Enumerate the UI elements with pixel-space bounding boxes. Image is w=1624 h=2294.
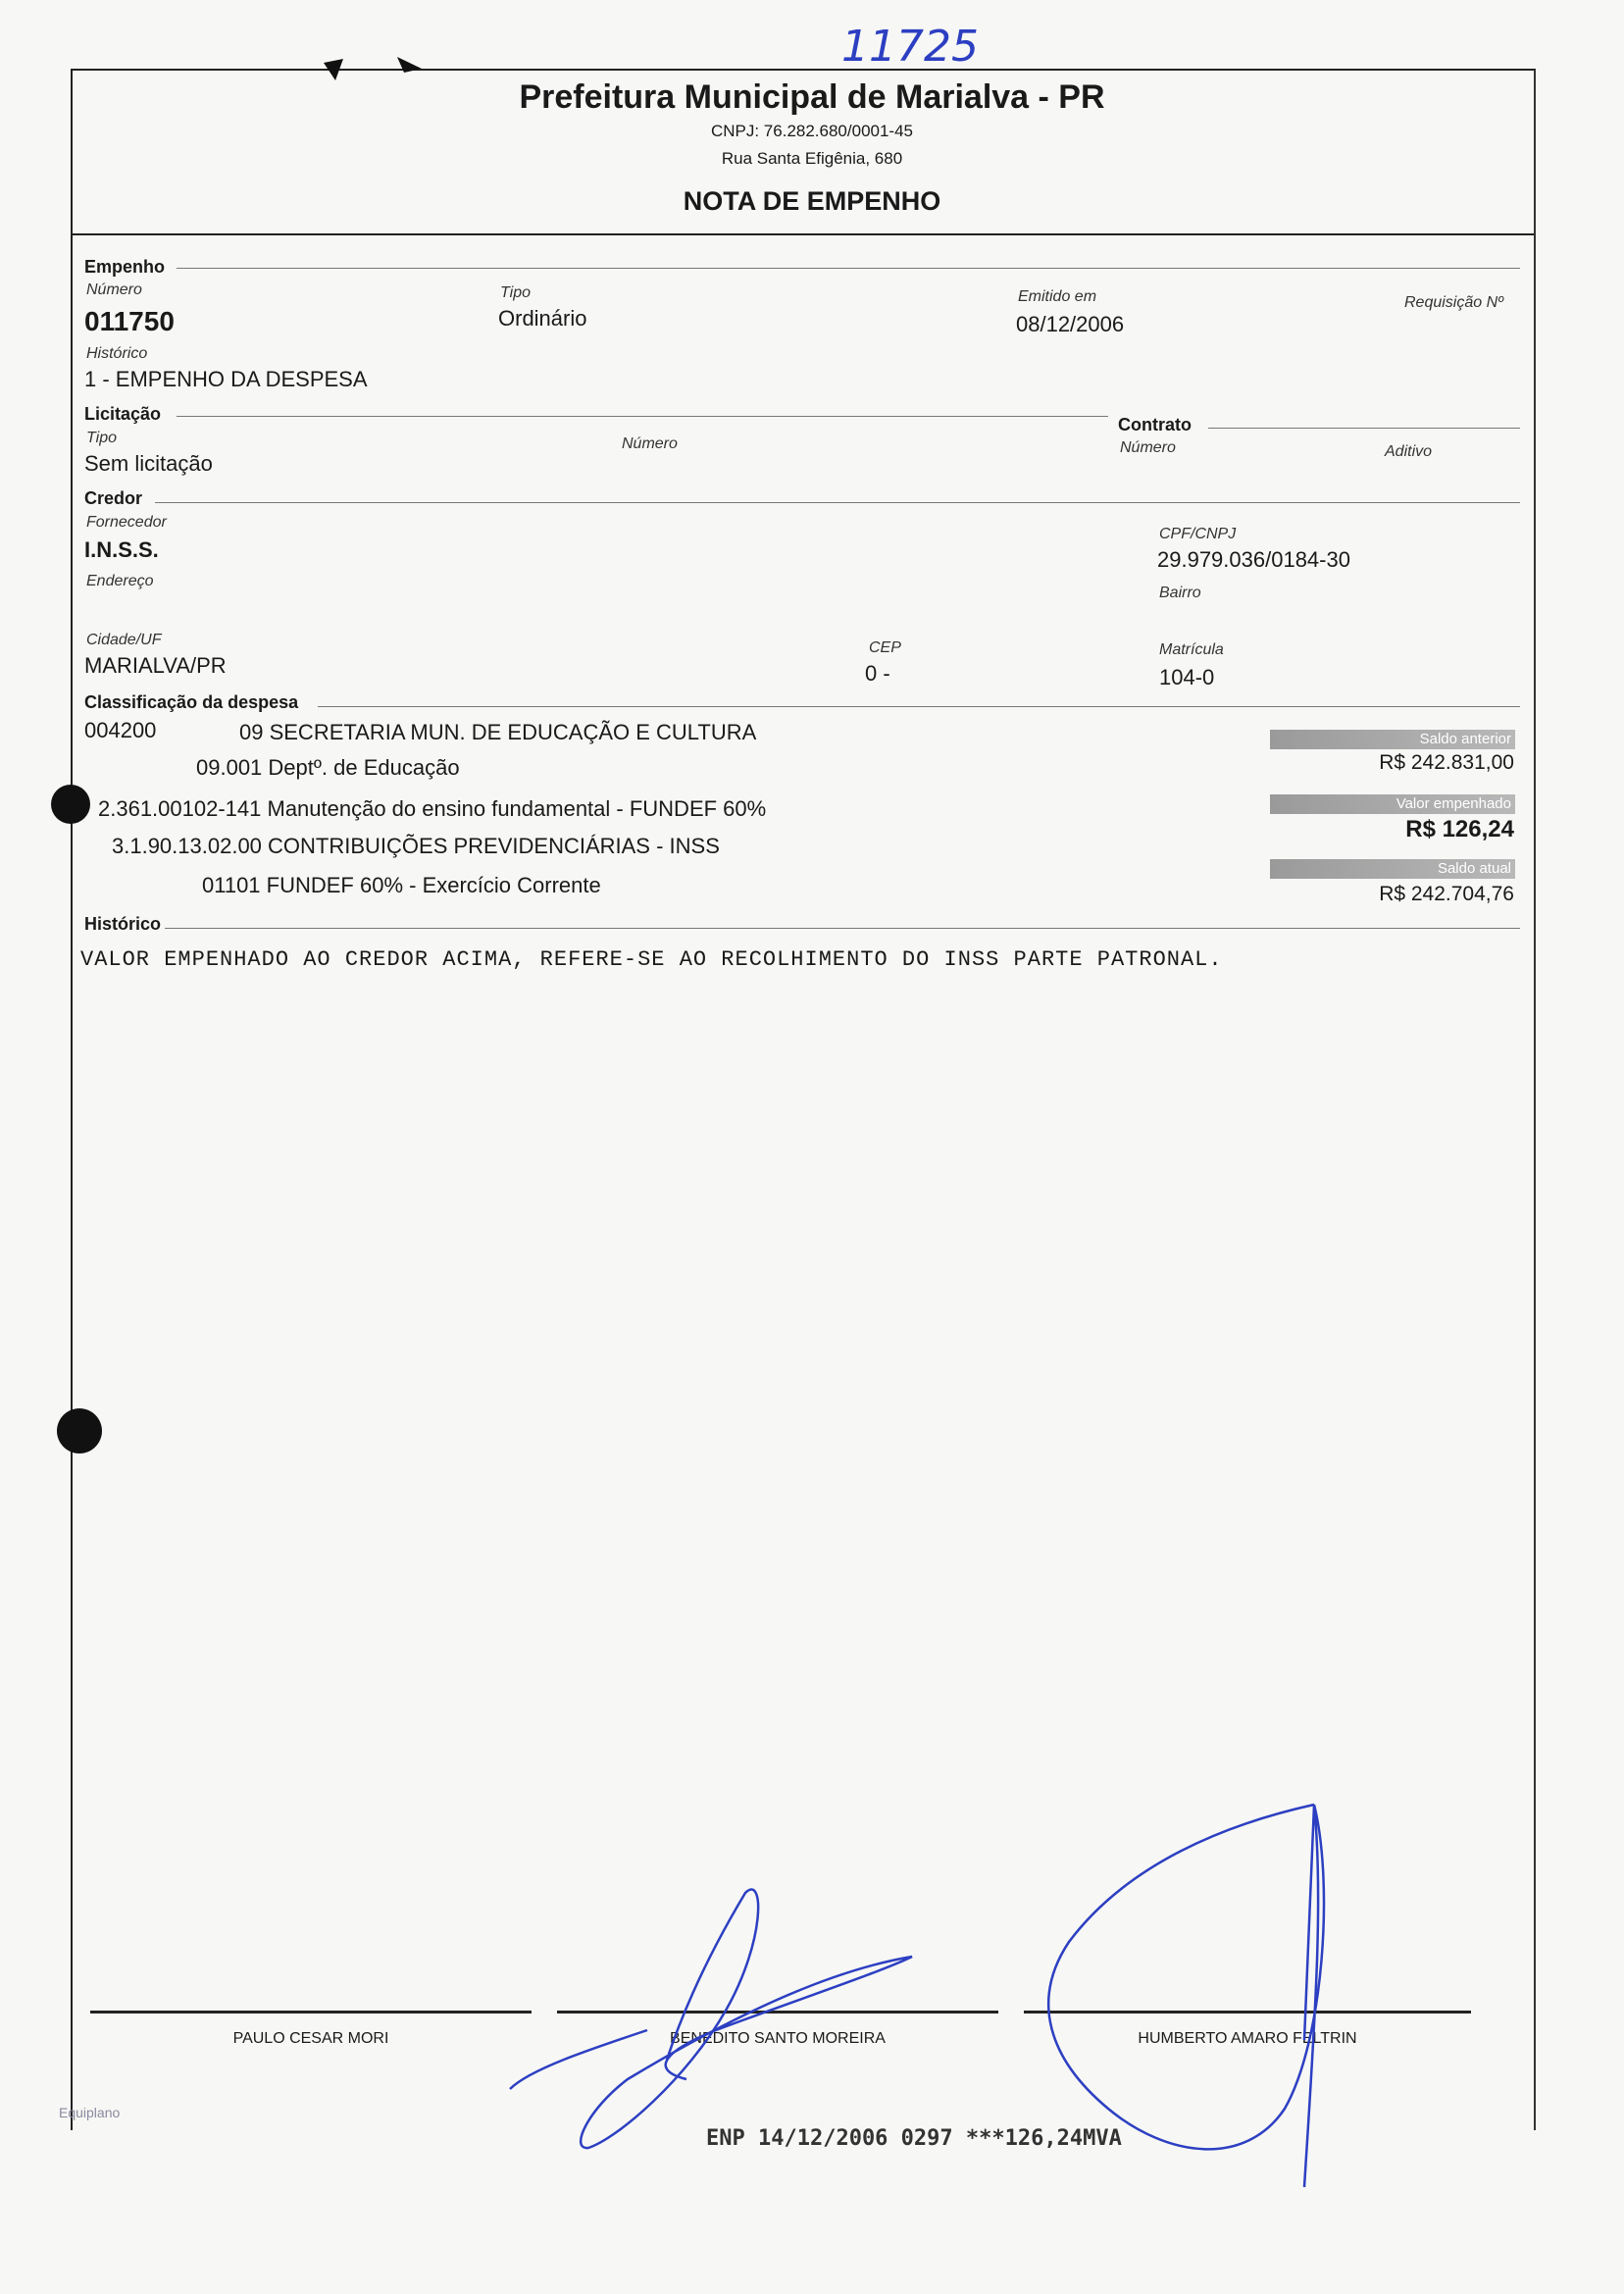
label-cep: CEP bbox=[869, 639, 901, 656]
handwritten-signature-1 bbox=[471, 1883, 961, 2167]
address: Rua Santa Efigênia, 680 bbox=[721, 149, 903, 168]
fornecedor: I.N.S.S. bbox=[84, 537, 159, 562]
label-numero: Número bbox=[86, 281, 142, 298]
section-contrato: Contrato bbox=[1118, 415, 1192, 434]
classificacao-line1: 09 SECRETARIA MUN. DE EDUCAÇÃO E CULTURA bbox=[239, 720, 757, 744]
bank-stamp: ENP 14/12/2006 0297 ***126,24MVA bbox=[706, 2126, 1122, 2151]
classificacao-line4: 3.1.90.13.02.00 CONTRIBUIÇÕES PREVIDENCIÁRIAS - INSS bbox=[112, 834, 720, 858]
label-fornecedor: Fornecedor bbox=[86, 514, 167, 531]
handwritten-number: 11725 bbox=[841, 22, 979, 72]
emitido-date: 08/12/2006 bbox=[1016, 312, 1125, 336]
historico-text: VALOR EMPENHADO AO CREDOR ACIMA, REFERE-SE AO RECOLHIMENTO DO INSS PARTE PATRONAL. bbox=[80, 947, 1223, 972]
label-contrato-numero: Número bbox=[1120, 439, 1176, 456]
cep: 0 - bbox=[865, 661, 890, 686]
empenho-historico: 1 - EMPENHO DA DESPESA bbox=[84, 367, 368, 391]
saldo-anterior: R$ 242.831,00 bbox=[1379, 751, 1514, 774]
signature-name-2: BENEDITO SANTO MOREIRA bbox=[670, 2030, 886, 2047]
matricula: 104-0 bbox=[1159, 665, 1215, 689]
empenho-numero: 011750 bbox=[84, 306, 175, 336]
signature-name-3: HUMBERTO AMARO FELTRIN bbox=[1138, 2030, 1357, 2047]
page-title: Prefeitura Municipal de Marialva - PR bbox=[519, 78, 1105, 116]
label-licitacao-tipo: Tipo bbox=[86, 430, 117, 446]
saldo-atual: R$ 242.704,76 bbox=[1379, 883, 1514, 905]
section-licitacao: Licitação bbox=[84, 404, 162, 424]
section-empenho: Empenho bbox=[84, 257, 166, 277]
section-credor: Credor bbox=[84, 488, 143, 508]
label-historico: Histórico bbox=[86, 345, 148, 362]
licitacao-tipo: Sem licitação bbox=[84, 451, 213, 476]
label-emitido: Emitido em bbox=[1018, 288, 1097, 305]
empenho-tipo: Ordinário bbox=[498, 306, 587, 331]
label-aditivo: Aditivo bbox=[1385, 443, 1433, 460]
section-classificacao: Classificação da despesa bbox=[84, 692, 299, 712]
label-tipo: Tipo bbox=[500, 284, 531, 301]
label-cidade: Cidade/UF bbox=[86, 632, 162, 648]
saldo-atual-label: Saldo atual bbox=[1270, 859, 1515, 879]
signature-line-1 bbox=[90, 2011, 532, 2014]
label-bairro: Bairro bbox=[1159, 585, 1201, 601]
valor-empenhado: R$ 126,24 bbox=[1405, 816, 1514, 842]
signature-name-1: PAULO CESAR MORI bbox=[232, 2030, 389, 2047]
punch-hole-2 bbox=[57, 1408, 102, 1453]
section-historico: Histórico bbox=[84, 914, 162, 934]
footer-brand: Equiplano bbox=[59, 2105, 121, 2120]
label-cpf: CPF/CNPJ bbox=[1159, 526, 1237, 542]
doc-title: NOTA DE EMPENHO bbox=[683, 186, 941, 216]
label-requisicao: Requisição Nº bbox=[1404, 294, 1503, 311]
saldo-anterior-label: Saldo anterior bbox=[1270, 730, 1515, 749]
punch-hole-1 bbox=[51, 785, 90, 824]
header-divider bbox=[71, 233, 1534, 235]
cpf-cnpj: 29.979.036/0184-30 bbox=[1157, 547, 1350, 572]
classificacao-line5: 01101 FUNDEF 60% - Exercício Corrente bbox=[202, 873, 601, 897]
label-endereco: Endereço bbox=[86, 573, 154, 589]
valor-empenhado-label: Valor empenhado bbox=[1270, 794, 1515, 814]
label-licitacao-numero: Número bbox=[622, 435, 678, 452]
cnpj: CNPJ: 76.282.680/0001-45 bbox=[710, 122, 914, 140]
classificacao-line3: 2.361.00102-141 Manutenção do ensino fundamental - FUNDEF 60% bbox=[98, 796, 767, 821]
classificacao-line2: 09.001 Deptº. de Educação bbox=[196, 755, 460, 780]
cidade-uf: MARIALVA/PR bbox=[84, 653, 227, 678]
classificacao-code: 004200 bbox=[84, 718, 157, 742]
label-matricula: Matrícula bbox=[1159, 641, 1224, 658]
